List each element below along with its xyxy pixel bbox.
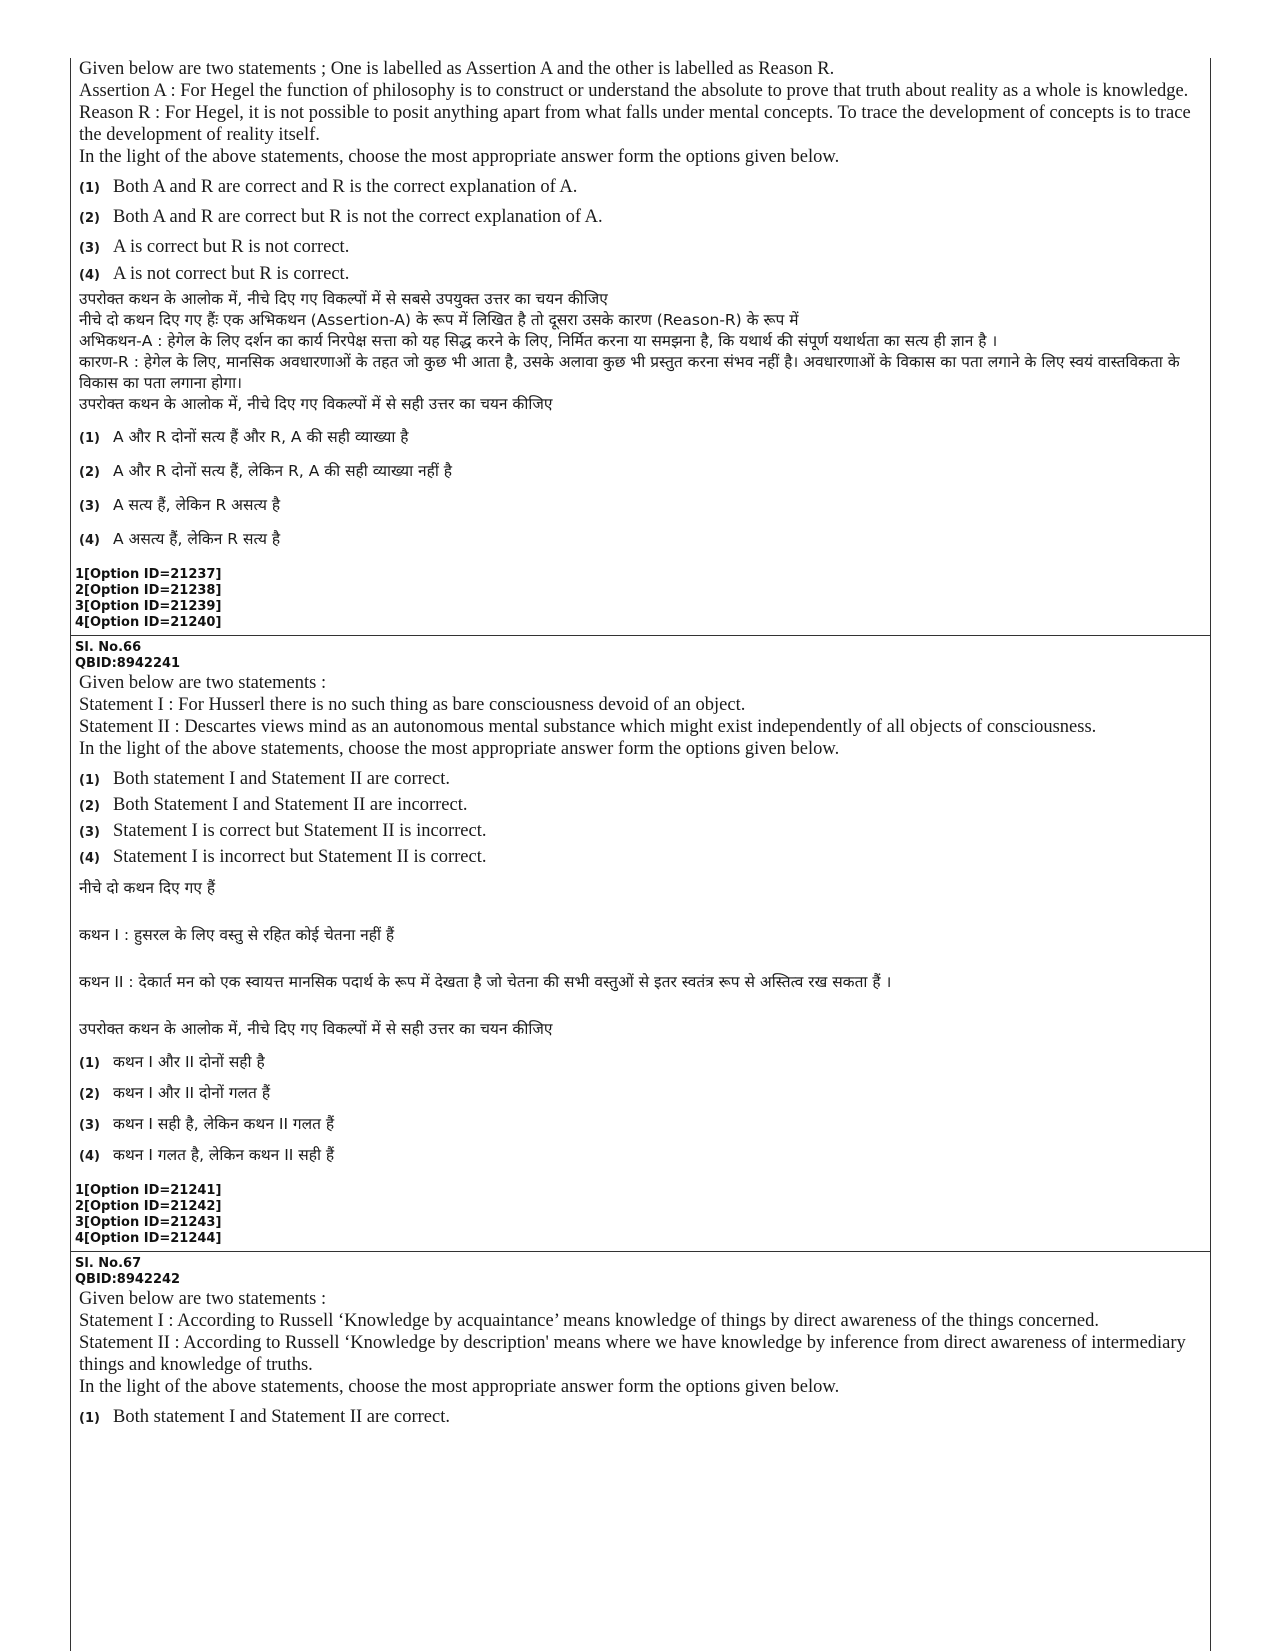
option-number: (1): [79, 431, 100, 446]
q65-option-id-4: 4[Option ID=21240]: [75, 615, 222, 630]
q65-instruction: In the light of the above statements, choose the most appropriate answer form the options given below.: [79, 147, 840, 167]
option-text: A सत्य हैं, लेकिन R असत्य है: [113, 496, 281, 514]
option-text: Both A and R are correct and R is the correct explanation of A.: [113, 177, 578, 197]
option-number: (4): [79, 533, 100, 548]
q67-instruction: In the light of the above statements, choose the most appropriate answer form the options given below.: [79, 1377, 840, 1397]
option-text: A असत्य हैं, लेकिन R सत्य है: [113, 530, 281, 548]
q65-en-option-1: [71, 177, 1210, 198]
q66-hi-instruction: उपरोक्त कथन के आलोक में, नीचे दिए गए विकल्पों में से सही उत्तर का चयन कीजिए: [79, 1020, 553, 1038]
q65-hi-assertion: अभिकथन-A : हेगेल के लिए दर्शन का कार्य निरपेक्ष सत्ता को यह सिद्ध करने के लिए, निर्मित करना या समझना है, कि यथार्थ की संपूर्ण यथार्थता का सत्य ही ज्ञान है ।: [79, 332, 998, 350]
option-number: (3): [79, 499, 100, 514]
q67-statement-1: Statement I : According to Russell ‘Knowledge by acquaintance’ means knowledge of things by direct awareness of the things concerned.: [79, 1311, 1099, 1331]
option-text: A और R दोनों सत्य हैं और R, A की सही व्याख्या है: [113, 428, 409, 446]
q65-assertion: Assertion A : For Hegel the function of philosophy is to construct or understand the absolute to prove that truth about reality as a whole is knowledge.: [79, 81, 1189, 101]
option-number: (2): [79, 1087, 100, 1102]
q65-option-id-3: 3[Option ID=21239]: [75, 599, 222, 614]
q65-option-id-1: 1[Option ID=21237]: [75, 567, 222, 582]
q66-option-id-2: 2[Option ID=21242]: [75, 1199, 222, 1214]
option-text: A is correct but R is not correct.: [113, 237, 350, 257]
option-text: कथन I और II दोनों गलत हैं: [113, 1084, 271, 1102]
q67-statement-2: Statement II : According to Russell ‘Knowledge by description' means where we have knowledge by inference from direct awareness of intermediary things and knowledge of truths.: [79, 1333, 1186, 1375]
q66-option-id-3: 3[Option ID=21243]: [75, 1215, 222, 1230]
q66-en-option-1: [71, 769, 1210, 790]
option-number: (1): [79, 773, 100, 788]
q67-en-option-1: [71, 1407, 1210, 1428]
option-number: (3): [79, 1118, 100, 1133]
q66-hi-statement-1: कथन I : हुसरल के लिए वस्तु से रहित कोई चेतना नहीं हैं: [79, 926, 395, 944]
q65-hi-option-4: [71, 527, 1210, 549]
q66-intro: Given below are two statements :: [79, 673, 327, 693]
option-number: (1): [79, 1411, 100, 1426]
q66-hi-statement-2: कथन II : देकार्त मन को एक स्वायत्त मानसिक पदार्थ के रूप में देखता है जो चेतना की सभी वस्तुओं से इतर स्वतंत्र रूप से अस्तित्व रख सकता हैं ।: [79, 973, 892, 991]
q65-en-option-3: [71, 237, 1210, 258]
q65-hi-instruction: उपरोक्त कथन के आलोक में, नीचे दिए गए विकल्पों में से सही उत्तर का चयन कीजिए: [79, 395, 553, 413]
option-text: कथन I सही है, लेकिन कथन II गलत हैं: [113, 1115, 335, 1133]
question-65-block: [71, 58, 1210, 636]
q66-hi-option-3: [71, 1112, 1210, 1134]
option-text: Both statement I and Statement II are correct.: [113, 1407, 450, 1427]
q66-hi-option-1: [71, 1050, 1210, 1072]
option-text: Both statement I and Statement II are correct.: [113, 769, 450, 789]
option-text: A is not correct but R is correct.: [113, 264, 350, 284]
option-text: Both Statement I and Statement II are incorrect.: [113, 795, 468, 815]
option-text: Statement I is correct but Statement II is incorrect.: [113, 821, 487, 841]
q66-statement-1: Statement I : For Husserl there is no such thing as bare consciousness devoid of an object.: [79, 695, 746, 715]
q66-statement-2: Statement II : Descartes views mind as an autonomous mental substance which might exist independently of all objects of consciousness.: [79, 717, 1097, 737]
q66-hi-option-4: [71, 1143, 1210, 1165]
option-number: (4): [79, 268, 100, 283]
q65-hi-option-2: [71, 459, 1210, 481]
option-number: (4): [79, 1149, 100, 1164]
q66-hi-intro: नीचे दो कथन दिए गए हैं: [79, 879, 216, 897]
question-67-block: [71, 1252, 1210, 1432]
option-number: (3): [79, 241, 100, 256]
q67-intro: Given below are two statements :: [79, 1289, 327, 1309]
q66-hi-option-2: [71, 1081, 1210, 1103]
q65-hi-option-3: [71, 493, 1210, 515]
q66-option-id-4: 4[Option ID=21244]: [75, 1231, 222, 1246]
q65-en-option-4: [71, 264, 1210, 285]
option-number: (4): [79, 851, 100, 866]
q65-hi-reason: कारण-R : हेगेल के लिए, मानसिक अवधारणाओं के तहत जो कुछ भी आता है, उसके अलावा कुछ भी प्रस्तुत करना संभव नहीं है। अवधारणाओं के विकास का पता लगाने के लिए स्वयं वास्तविकता के विकास का पता लगाना होगा।: [79, 353, 1180, 392]
option-text: Statement I is incorrect but Statement II is correct.: [113, 847, 487, 867]
q65-intro: Given below are two statements ; One is labelled as Assertion A and the other is labelled as Reason R.: [79, 59, 835, 79]
question-66-block: [71, 636, 1210, 1252]
q65-reason: Reason R : For Hegel, it is not possible to posit anything apart from what falls under mental concepts. To trace the development of concepts is to trace the development of reality itself.: [79, 103, 1191, 145]
q67-serial-number: Sl. No.67: [75, 1256, 142, 1271]
option-number: (1): [79, 1056, 100, 1071]
q66-serial-number: Sl. No.66: [75, 640, 142, 655]
option-number: (3): [79, 825, 100, 840]
option-number: (2): [79, 465, 100, 480]
option-number: (2): [79, 799, 100, 814]
q65-hi-intro: नीचे दो कथन दिए गए हैंः एक अभिकथन (Assertion-A) के रूप में लिखित है तो दूसरा उसके कारण (Reason-R) के रूप में: [79, 311, 799, 329]
q66-en-option-4: [71, 847, 1210, 868]
question-page: [70, 58, 1211, 1651]
option-text: A और R दोनों सत्य हैं, लेकिन R, A की सही व्याख्या नहीं है: [113, 462, 453, 480]
q66-en-option-3: [71, 821, 1210, 842]
option-text: कथन I गलत है, लेकिन कथन II सही हैं: [113, 1146, 335, 1164]
q66-instruction: In the light of the above statements, choose the most appropriate answer form the options given below.: [79, 739, 840, 759]
option-text: कथन I और II दोनों सही है: [113, 1053, 265, 1071]
q66-option-id-1: 1[Option ID=21241]: [75, 1183, 222, 1198]
q65-en-option-2: [71, 207, 1210, 228]
q67-qbid: QBID:8942242: [75, 1272, 181, 1287]
q65-hi-instruction-top: उपरोक्त कथन के आलोक में, नीचे दिए गए विकल्पों में से सबसे उपयुक्त उत्तर का चयन कीजिए: [79, 290, 608, 308]
option-number: (2): [79, 211, 100, 226]
option-number: (1): [79, 181, 100, 196]
q66-en-option-2: [71, 795, 1210, 816]
q65-option-id-2: 2[Option ID=21238]: [75, 583, 222, 598]
q65-hi-option-1: [71, 425, 1210, 447]
q66-qbid: QBID:8942241: [75, 656, 181, 671]
option-text: Both A and R are correct but R is not the correct explanation of A.: [113, 207, 603, 227]
